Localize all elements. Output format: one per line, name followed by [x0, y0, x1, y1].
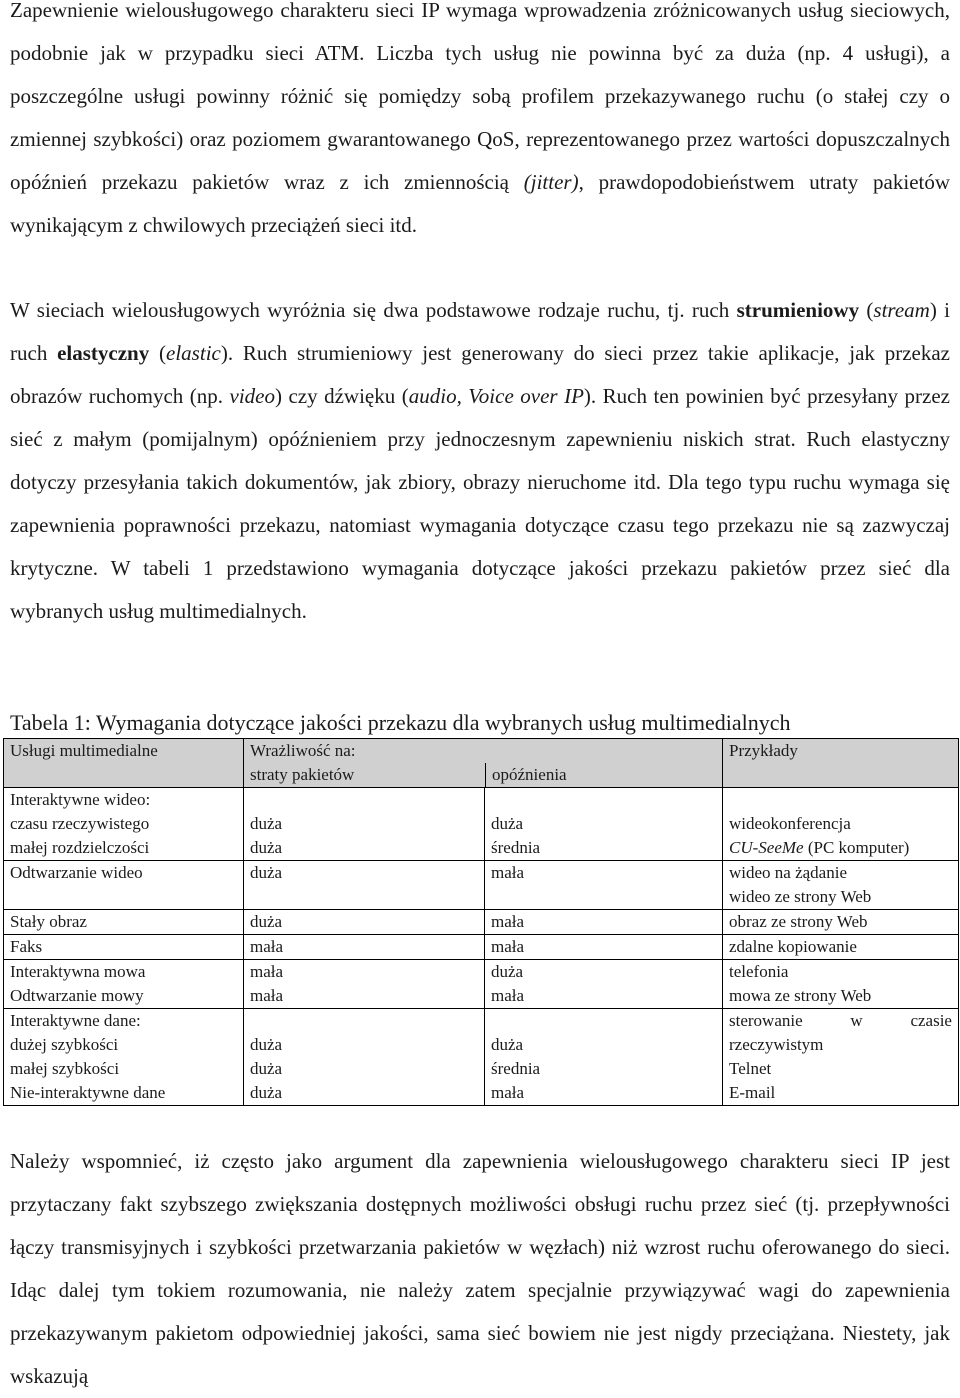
- cell-line: mała: [491, 912, 525, 931]
- word: w: [850, 1011, 863, 1030]
- cell-line: [250, 1009, 478, 1033]
- table-row: [4, 960, 959, 1009]
- header-examples: Przykłady: [723, 739, 959, 788]
- cell-line: [729, 812, 952, 836]
- cell-line: mała: [250, 962, 284, 981]
- header-delay: opóźnienia: [485, 763, 722, 787]
- cell-line: [729, 935, 952, 959]
- cell-line: mała: [491, 986, 525, 1005]
- service-cell: [4, 935, 244, 960]
- delay-cell: [485, 935, 723, 960]
- header-sensitivity: [244, 739, 723, 788]
- cell-line: Odtwarzanie wideo: [10, 863, 143, 882]
- cell-line: [729, 885, 952, 909]
- text-run: mowa ze strony Web: [729, 986, 872, 1005]
- service-cell: [4, 861, 244, 910]
- text-run: telefonia: [729, 962, 789, 981]
- cell-line: Nie-interaktywne dane: [10, 1083, 166, 1102]
- header-sensitivity-label: Wrażliwość na:: [250, 741, 356, 760]
- examples-cell: [723, 1009, 959, 1106]
- text-run: zdalne kopiowanie: [729, 937, 857, 956]
- delay-cell: [485, 910, 723, 935]
- cell-line: [729, 960, 952, 984]
- word: sterowanie: [729, 1011, 803, 1030]
- examples-cell: [723, 960, 959, 1009]
- cell-line: duża: [491, 962, 524, 981]
- cell-line: [729, 836, 952, 860]
- text-run: Telnet: [729, 1059, 772, 1078]
- cell-line: [729, 788, 952, 812]
- cell-line: małej rozdzielczości: [10, 838, 150, 857]
- service-cell: [4, 960, 244, 1009]
- text-run: , prawdopodobieństwem utraty pakietów wynikającym z chwilowych przeciążeń sieci itd.: [10, 170, 951, 237]
- packet-loss-cell: [244, 935, 485, 960]
- cell-line: Stały obraz: [10, 912, 87, 931]
- text-run: ). Ruch ten powinien być przesyłany przez sieć z małym (pomijalnym) opóźnieniem przy jednoczesnym zapewnieniu niskich strat. Ruch elastyczny dotyczy przesyłania takich dokumentów, jak zbiory, obrazy nieruchome itd. Dla tego typu ruchu wymaga się zapewnienia poprawności przekazu, natomiast wymagania dotyczące czasu tego przekazu nie są zazwyczaj krytyczne. W tabeli 1 przedstawiono wymagania dotyczące jakości przekazu pakietów przez sieć dla wybranych usług multimedialnych.: [10, 384, 950, 623]
- table-row: [4, 861, 959, 910]
- table-row: [4, 935, 959, 960]
- cell-line: [729, 861, 952, 885]
- cell-line: mała: [250, 986, 284, 1005]
- table-row: [4, 1009, 959, 1106]
- text-run: E-mail: [729, 1083, 776, 1102]
- italic-term: elastic: [166, 341, 221, 365]
- text-run: ) i ruch: [10, 298, 950, 365]
- cell-line: [491, 788, 716, 812]
- cell-line: [729, 1009, 952, 1033]
- service-cell: [4, 1009, 244, 1106]
- cell-line: [729, 984, 952, 1008]
- examples-cell: [723, 861, 959, 910]
- requirements-table: [3, 738, 959, 1106]
- examples-cell: [723, 910, 959, 935]
- examples-cell: [723, 935, 959, 960]
- packet-loss-cell: [244, 788, 485, 861]
- cell-line: mała: [491, 1083, 525, 1102]
- delay-cell: [485, 960, 723, 1009]
- italic-term: CU-SeeMe: [729, 838, 804, 857]
- cell-line: duża: [250, 838, 283, 857]
- paragraph-intro: [10, 0, 950, 247]
- cell-line: [729, 1057, 952, 1081]
- cell-line: [729, 1033, 952, 1057]
- packet-loss-cell: [244, 910, 485, 935]
- header-services: Usługi multimedialne: [4, 739, 244, 788]
- text-run: wideokonferencja: [729, 814, 851, 833]
- text-run: rzeczywistym: [729, 1035, 824, 1054]
- cell-line: dużej szybkości: [10, 1035, 119, 1054]
- cell-line: duża: [491, 1035, 524, 1054]
- cell-line: Interaktywne wideo:: [10, 790, 151, 809]
- cell-line: mała: [491, 863, 525, 882]
- delay-cell: [485, 1009, 723, 1106]
- packet-loss-cell: [244, 960, 485, 1009]
- cell-line: [491, 1009, 716, 1033]
- packet-loss-cell: [244, 861, 485, 910]
- word: czasie: [910, 1011, 952, 1030]
- italic-term: stream: [873, 298, 930, 322]
- cell-line: duża: [250, 1083, 283, 1102]
- table-caption: Tabela 1: Wymagania dotyczące jakości przekazu dla wybranych usług multimedialnych: [10, 710, 791, 735]
- italic-term: video: [229, 384, 275, 408]
- text-run: (: [859, 298, 874, 322]
- paragraph-conclusion: [10, 1140, 950, 1398]
- cell-line: Odtwarzanie mowy: [10, 986, 144, 1005]
- cell-line: małej szybkości: [10, 1059, 120, 1078]
- italic-term: audio, Voice over IP: [408, 384, 584, 408]
- cell-line: Interaktywne dane:: [10, 1011, 141, 1030]
- text-run: ). Ruch strumieniowy jest generowany do sieci przez takie aplikacje, jak przekaz obrazów ruchomych (np.: [10, 341, 950, 408]
- cell-line: duża: [250, 1059, 283, 1078]
- examples-cell: [723, 788, 959, 861]
- cell-line: [729, 910, 952, 934]
- text-run: Zapewnienie wielousługowego charakteru sieci IP wymaga wprowadzenia zróżnicowanych usług sieciowych, podobnie jak w przypadku sieci ATM. Liczba tych usług nie powinna być za duża (np. 4 usługi), a poszczególne usługi powinny różnić się pomiędzy sobą profilem przekazywanego ruchu (o stałej czy o zmiennej szybkości) oraz poziomem gwarantowanego QoS, reprezentowanego przez wartości dopuszczalnych opóźnień przekazu pakietów wraz z ich zmiennością: [10, 0, 950, 194]
- text-run: Należy wspomnieć, iż często jako argument dla zapewnienia wielousługowego charakteru sieci IP jest przytaczany fakt szybszego zwiększania dostępnych możliwości obsługi ruchu przez sieć (tj. przepływności łączy transmisyjnych i szybkości przetwarzania pakietów w węzłach) niż wzrost ruchu oferowanego do sieci. Idąc dalej tym tokiem rozumowania, nie należy zatem specjalnie przywiązywać wagi do zapewnienia przekazywanym pakietom odpowiedniej jakości, sama sieć bowiem nie jest nigdy przeciążana. Niestety, jak wskazują: [10, 1149, 950, 1388]
- cell-line: Interaktywna mowa: [10, 962, 146, 981]
- packet-loss-cell: [244, 1009, 485, 1106]
- service-cell: [4, 910, 244, 935]
- cell-line: mała: [491, 937, 525, 956]
- bold-term: strumieniowy: [736, 298, 860, 322]
- cell-line: czasu rzeczywistego: [10, 814, 150, 833]
- delay-cell: [485, 861, 723, 910]
- cell-line: średnia: [491, 838, 541, 857]
- cell-line: duża: [250, 1035, 283, 1054]
- bold-term: elastyczny: [57, 341, 150, 365]
- cell-line: duża: [250, 814, 283, 833]
- text-run: (PC komputer): [803, 838, 910, 857]
- paragraph-traffic-types: [10, 289, 950, 633]
- cell-line: duża: [491, 814, 524, 833]
- cell-line: mała: [250, 937, 284, 956]
- text-run: obraz ze strony Web: [729, 912, 868, 931]
- cell-line: średnia: [491, 1059, 541, 1078]
- service-cell: [4, 788, 244, 861]
- cell-line: duża: [250, 863, 283, 882]
- text-run: wideo na żądanie: [729, 863, 847, 882]
- text-run: W sieciach wielousługowych wyróżnia się dwa podstawowe rodzaje ruchu, tj. ruch: [10, 298, 737, 322]
- table-header-row: [4, 739, 959, 788]
- cell-line: Faks: [10, 937, 43, 956]
- table-row: [4, 788, 959, 861]
- cell-line: duża: [250, 912, 283, 931]
- table-row: [4, 910, 959, 935]
- text-run: wideo ze strony Web: [729, 887, 872, 906]
- delay-cell: [485, 788, 723, 861]
- cell-line: [729, 1081, 952, 1105]
- italic-term: (jitter): [523, 170, 579, 194]
- text-run: ) czy dźwięku (: [274, 384, 409, 408]
- text-run: (: [149, 341, 167, 365]
- header-packet-loss: straty pakietów: [250, 765, 355, 784]
- cell-line: [250, 788, 478, 812]
